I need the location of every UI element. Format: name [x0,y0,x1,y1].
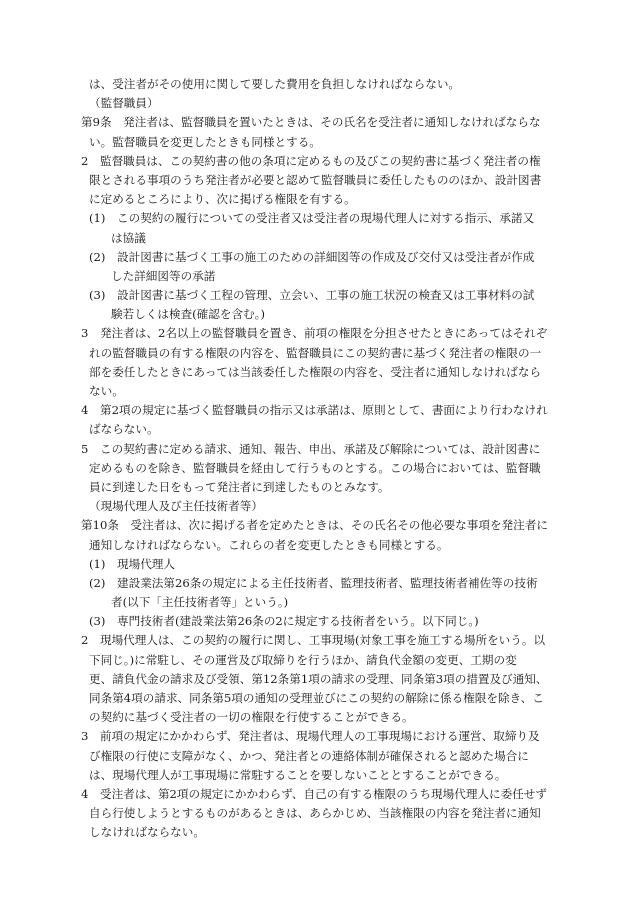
text-line: した詳細図等の承諾 [111,268,216,283]
text-line: 下同じ。)に常駐し、その運営及び取締りを行うほか、請負代金額の変更、工期の変 [89,652,517,667]
text-line: 5 この契約書に定める請求、通知、報告、申出、承諾及び解除については、設計図書に [81,441,541,456]
text-line: 定めるものを除き、監督職員を経由して行うものとする。この場合においては、監督職 [89,460,541,475]
text-line: い。監督職員を変更したときも同様とする。 [89,134,321,149]
text-line: (2) 設計図書に基づく工事の施工のための詳細図等の作成及び交付又は受注者が作成 [89,249,535,264]
text-line: は協議 [111,230,146,245]
text-line: 者(以下「主任技術者等」という。) [111,595,289,610]
text-line: 限とされる事項のうち発注者が必要と認めて監督職員に委任したもののほか、設計図書 [89,172,542,187]
text-line: （監督職員） [89,96,159,111]
text-line: 第10条 受注者は、次に掲げる者を定めたときは、その氏名その他必要な事項を発注者に [81,518,548,533]
text-line: び権限の行使に支障がなく、かつ、発注者との連絡体制が確保されると認めた場合に [89,748,529,763]
text-line: 部を委任したときにあっては当該委任した権限の内容を、受注者に通知しなければなら [89,364,542,379]
text-line: は、受注者がその使用に関して要した費用を負担しなければならない。 [89,77,461,91]
text-line: に定めるところにより、次に掲げる権限を有する。 [89,192,356,207]
text-line: しなければならない。 [89,825,205,840]
text-line: 第9条 発注者は、監督職員を置いたときは、その氏名を受注者に通知しなければならな [81,115,541,130]
text-line: 4 受注者は、第2項の規定にかかわらず、自己の有する権限のうち現場代理人に委任せず [81,786,547,801]
text-line: ない。 [89,384,124,398]
text-line: (1) 現場代理人 [89,556,175,571]
text-line: 2 現場代理人は、この契約の履行に関し、工事現場(対象工事を施工する場所をいう。以 [81,633,546,648]
text-line: 3 発注者は、2名以上の監督職員を置き、前項の権限を分担させたときにあってはそれぞ [81,326,548,341]
text-line: (1) この契約の履行についての受注者又は受注者の現場代理人に対する指示、承諾又 [89,211,535,226]
text-line: れの監督職員の有する権限の内容を、監督職員にこの契約書に基づく発注者の権限の一 [89,345,542,360]
text-line: 4 第2項の規定に基づく監督職員の指示又は承諾は、原則として、書面により行わなけれ [81,403,548,418]
text-line: の契約に基づく受注者の一切の権限を行使することができる。 [89,710,414,725]
text-line: 3 前項の規定にかかわらず、発注者は、現場代理人の工事現場における運営、取締り及 [81,729,540,744]
text-line: 通知しなければならない。これらの者を変更したときも同様とする。 [89,537,449,552]
text-line: (3) 設計図書に基づく工程の管理、立会い、工事の施工状況の検査又は工事材料の試 [89,288,535,303]
text-line: 験若しくは検査(確認を含む。) [111,307,265,322]
text-line: （現場代理人及び主任技術者等） [89,499,263,514]
text-line: 更、請負代金の請求及び受領、第12条第1項の請求の受理、同条第3項の措置及び通知、 [89,671,548,686]
text-line: 自ら行使しようとするものがあるときは、あらかじめ、当該権限の内容を発注者に通知 [89,806,541,821]
text-line: 同条第4項の請求、同条第5項の通知の受理並びにこの契約の解除に係る権限を除き、こ [89,691,544,705]
text-line: (2) 建設業法第26条の規定による主任技術者、監理技術者、監理技術者補佐等の技術 [89,575,538,590]
text-line: (3) 専門技術者(建設業法第26条の2に規定する技術者をいう。以下同じ。) [89,614,479,629]
text-line: 2 監督職員は、この契約書の他の条項に定めるもの及びこの契約書に基づく発注者の権 [81,153,541,168]
text-line: は、現場代理人が工事現場に常駐することを要しないこととすることができる。 [89,767,507,782]
text-line: ばならない。 [89,422,159,437]
text-line: 員に到達した日をもって発注者に到達したものとみなす。 [89,479,390,494]
